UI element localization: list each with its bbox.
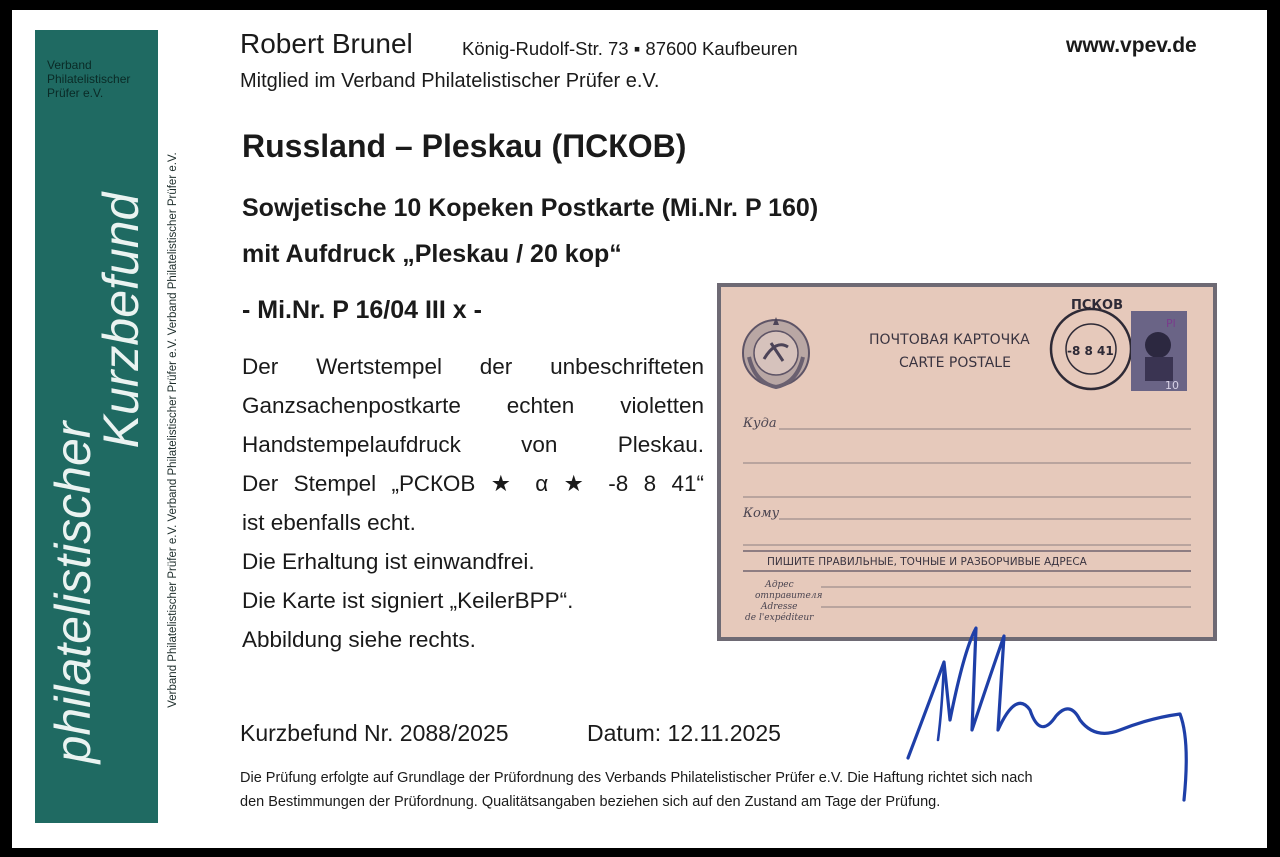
- association-logo-text: [47, 58, 147, 100]
- script-line: philatelistischer: [45, 421, 101, 764]
- description-line: Ganzsachenpostkarte echten violetten: [242, 393, 704, 418]
- postcard-image: [721, 287, 1213, 637]
- description-line: Der Wertstempel der unbeschrifteten: [242, 354, 704, 379]
- description-line: Der Stempel „РСКОВ ★ α ★ -8 8 41“: [242, 471, 704, 496]
- vertical-association-text: Verband Philatelistischer Prüfer e.V. Verband Philatelistischer Prüfer e.V. Verband Philatelistischer Prüfer e.V.: [167, 152, 179, 708]
- disclaimer-line: Die Prüfung erfolgte auf Grundlage der Prüfordnung des Verbands Philatelistischer Prüfer e.V. Die Haftung richtet sich nach: [240, 770, 1033, 786]
- examiner-address: König-Rudolf-Str. 73 ▪ 87600 Kaufbeuren: [462, 38, 798, 59]
- item-subtitle: Sowjetische 10 Kopeken Postkarte (Mi.Nr. P 160): [242, 194, 819, 222]
- card-title-fr: CARTE POSTALE: [899, 355, 1011, 371]
- legal-disclaimer: [240, 766, 1033, 814]
- card-title-ru: ПОЧТОВАЯ КАРТОЧКА: [869, 332, 1030, 348]
- org-line: Verband: [47, 58, 92, 72]
- item-overprint: mit Aufdruck „Pleskau / 20 kop“: [242, 240, 622, 268]
- postmark-city: ПСКОВ: [1071, 298, 1124, 313]
- postmark-icon: [1051, 298, 1131, 389]
- band-script-title: [45, 192, 149, 764]
- overprint-mark: Pl: [1166, 317, 1176, 330]
- item-catalog-number: - Mi.Nr. P 16/04 III x -: [242, 296, 482, 324]
- description-line: Handstempelaufdruck von Pleskau.: [242, 432, 704, 457]
- postmark-date: -8 8 41: [1067, 344, 1114, 358]
- description-line: ist ebenfalls echt.: [242, 510, 416, 535]
- report-number: Kurzbefund Nr. 2088/2025: [240, 720, 509, 746]
- value-stamp-icon: [1131, 311, 1187, 392]
- description-line: Abbildung siehe rechts.: [242, 627, 476, 652]
- card-banner: ПИШИТЕ ПРАВИЛЬНЫЕ, ТОЧНЫЕ И РАЗБОРЧИВЫЕ АДРЕСА: [767, 556, 1087, 568]
- card-sender-label: отправителя: [755, 591, 823, 601]
- script-line: Kurzbefund: [93, 192, 149, 449]
- soviet-emblem-icon: [743, 317, 809, 387]
- stamp-value: 10: [1165, 379, 1179, 392]
- postcard-drawing: [721, 287, 1213, 637]
- examiner-name: Robert Brunel: [240, 28, 413, 59]
- disclaimer-line: den Bestimmungen der Prüfordnung. Qualitätsangaben beziehen sich auf den Zustand am Tage der Prüfung.: [240, 794, 941, 810]
- org-line: Philatelistischer: [47, 72, 131, 86]
- card-sender-label: de l'expéditeur: [745, 613, 814, 623]
- report-date: Datum: 12.11.2025: [587, 720, 781, 746]
- card-sender-label: Adresse: [761, 602, 798, 612]
- card-komu-label: Кому: [743, 506, 780, 521]
- item-title: Russland – Pleskau (ПСКОВ): [242, 128, 687, 164]
- card-kuda-label: Куда: [743, 416, 777, 431]
- card-sender-label: Адрес: [765, 580, 794, 590]
- membership-line: Mitglied im Verband Philatelistischer Prüfer e.V.: [240, 70, 660, 92]
- sidebar-band: [35, 30, 158, 823]
- website-link[interactable]: www.vpev.de: [1066, 34, 1197, 57]
- description-line: Die Karte ist signiert „KeilerBPP“.: [242, 588, 574, 613]
- description-text: [242, 347, 704, 659]
- org-line: Prüfer e.V.: [47, 86, 104, 100]
- description-line: Die Erhaltung ist einwandfrei.: [242, 549, 535, 574]
